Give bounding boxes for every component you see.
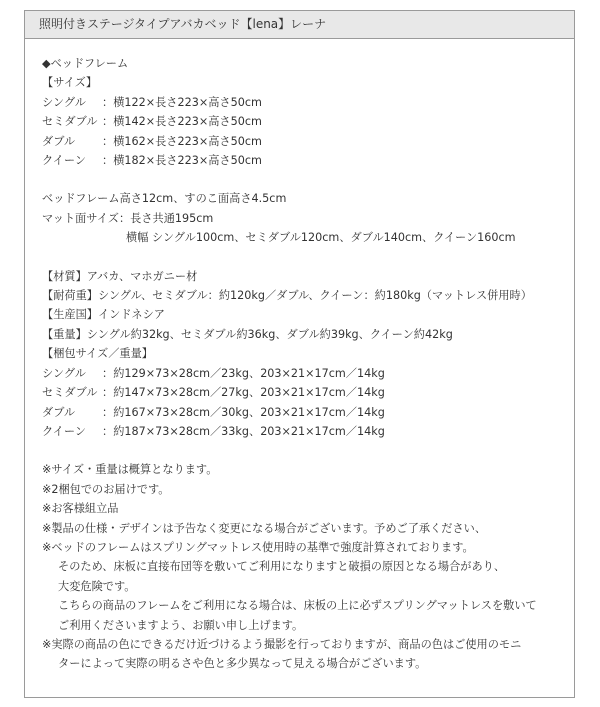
size-label: 【サイズ】	[42, 76, 98, 90]
frame-height: ベッドフレーム高さ12cm、すのこ面高さ4.5cm	[42, 192, 287, 206]
material: 【材質】アバカ、マホガニー材	[42, 269, 198, 283]
weight: 【重量】シングル約32kg、セミダブル約36kg、ダブル約39kg、クイーン約42kg	[42, 327, 453, 341]
package-value: ：約167×73×28cm／30kg、203×21×17cm／14kg	[102, 405, 385, 419]
size-name: ダブル	[42, 134, 76, 148]
note: ※2梱包でのお届けです。	[42, 482, 170, 496]
panel-header	[25, 11, 574, 39]
size-row	[42, 132, 568, 151]
size-row	[42, 151, 568, 170]
product-title: 照明付きステージタイプアバカベッド【lena】レーナ	[39, 17, 327, 31]
note: ※製品の仕様・デザインは予告なく変更になる場合がございます。予めご了承ください、	[42, 521, 487, 535]
package-value: ：約147×73×28cm／27kg、203×21×17cm／14kg	[102, 386, 385, 400]
mat-size: マット面サイズ：長さ共通195cm	[42, 211, 214, 225]
note: ※お客様組立品	[42, 502, 119, 516]
note: ※ベッドのフレームはスプリングマットレス使用時の基準で強度計算されております。	[42, 540, 474, 554]
spec-content	[42, 54, 568, 674]
spacer	[42, 441, 568, 460]
package-row	[42, 422, 568, 441]
size-name: クイーン	[42, 154, 86, 168]
note: ※実際の商品の色にできるだけ近づけるよう撮影を行っておりますが、商品の色はご使用のモニ	[42, 637, 522, 651]
package-label: 【梱包サイズ／重量】	[42, 347, 153, 361]
package-name: ダブル	[42, 405, 76, 419]
size-name: シングル	[42, 95, 86, 109]
spacer	[42, 170, 568, 189]
country-of-origin: 【生産国】インドネシア	[42, 308, 165, 322]
package-row	[42, 364, 568, 383]
frame-heading: ◆ベッドフレーム	[42, 57, 129, 70]
note-continuation: そのため、床板に直接布団等を敷いてご利用になりますと破損の原因となる場合があり、	[58, 560, 506, 574]
package-row	[42, 403, 568, 422]
size-value: ：横182×長さ223×高さ50cm	[102, 154, 262, 168]
package-name: セミダブル	[42, 386, 98, 400]
size-row	[42, 112, 568, 131]
size-row	[42, 93, 568, 112]
size-value: ：横122×長さ223×高さ50cm	[102, 95, 262, 109]
note-continuation: こちらの商品のフレームをご利用になる場合は、床板の上に必ずスプリングマットレスを敷いて	[58, 599, 537, 613]
size-name: セミダブル	[42, 115, 98, 129]
note-continuation: 大変危険です。	[58, 579, 136, 593]
spacer	[42, 248, 568, 267]
note-continuation: ご利用くださいますよう、お願い申し上げます。	[58, 618, 304, 632]
note-continuation: ターによって実際の明るさや色と多少異なって見える場合がございます。	[58, 657, 427, 671]
size-value: ：横162×長さ223×高さ50cm	[102, 134, 262, 148]
mat-width: 横幅 シングル100cm、セミダブル120cm、ダブル140cm、クイーン160cm	[126, 231, 516, 245]
package-name: シングル	[42, 366, 86, 380]
package-row	[42, 383, 568, 402]
spec-panel	[24, 10, 575, 698]
package-name: クイーン	[42, 424, 86, 438]
package-value: ：約187×73×28cm／33kg、203×21×17cm／14kg	[102, 424, 385, 438]
package-value: ：約129×73×28cm／23kg、203×21×17cm／14kg	[102, 366, 385, 380]
load-capacity: 【耐荷重】シングル、セミダブル：約120kg／ダブル、クイーン：約180kg（マットレス併用時）	[42, 289, 532, 303]
note: ※サイズ・重量は概算となります。	[42, 463, 218, 477]
size-value: ：横142×長さ223×高さ50cm	[102, 115, 262, 129]
